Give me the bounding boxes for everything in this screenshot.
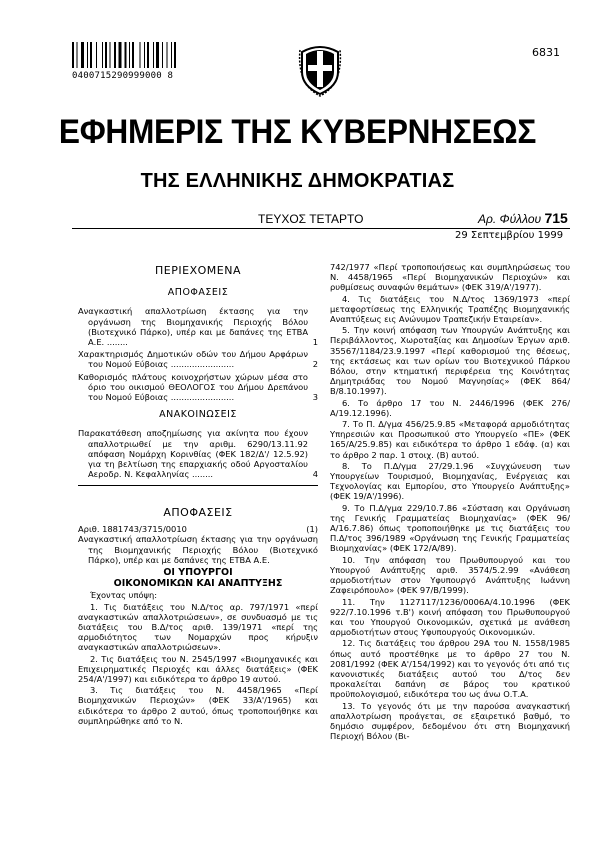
contents-rule <box>78 485 318 486</box>
decisions-section <box>78 508 318 727</box>
sheet-number <box>478 210 568 226</box>
having-in-view: Έχοντας υπόψη: <box>90 590 158 601</box>
ministers-heading-2: ΟΙΚΟΝΟΜΙΚΩΝ ΚΑΙ ΑΝΑΠΤΥΞΗΣ <box>113 578 283 590</box>
decisions-heading: ΑΠΟΦΑΣΕΙΣ <box>163 506 233 519</box>
announcements-heading: ΑΝΑΚΟΙΝΩΣΕΙΣ <box>159 409 237 421</box>
decision-ref-row <box>78 524 318 534</box>
greek-emblem-icon <box>298 40 342 98</box>
contents-item: Καθορισμός πλάτους κοινοχρήστων χώρων μέσα στο όριο του οικισμού ΘΕΟΛΟΓΟΣ του Δήμου Δρεπάνου του Νομού Εύβοιας ........................ 3 <box>78 371 318 403</box>
contents-item: Αναγκαστική απαλλοτρίωση έκτασης για την οργάνωση της Βιομηχανικής Περιοχής Βόλου (Βιοτεχνικό Πάρκο), υπέρ και με δαπάνες της ΕΤΒΑ Α.Ε. ........ 1 <box>78 306 318 348</box>
sheet-value: 715 <box>544 210 568 226</box>
ministers-heading: ΟΙ ΥΠΟΥΡΓΟΙ <box>163 567 233 579</box>
contents-list <box>78 306 318 402</box>
issue-date: 29 Σεπτεμβρίου 1999 <box>455 230 564 241</box>
header-rule <box>72 228 570 229</box>
right-column <box>330 262 570 742</box>
paragraph: 742/1977 «Περί τροποποιήσεως και συμπληρώσεως του Ν. 4458/1965 «Περί Βιομηχανικών Περιοχών» και ρυθμίσεως συναφών θεμάτων» (ΦΕΚ 319/Α'/1977). <box>330 262 570 293</box>
paragraph: 3. Τις διατάξεις του Ν. 4458/1965 «Περί Βιομηχανικών Περιοχών» (ΦΕΚ 33/Α'/1965) και ειδικότερα το άρθρο 2 αυτού, όπως τροποποιήθηκε και συμπληρώθηκε από το Ν. <box>78 685 318 726</box>
announcement-item: Παρακατάθεση αποζημίωσης για ακίνητα που έχουν απαλλοτριωθεί με την αριθμ. 6290/13.11.92 απόφαση Νομάρχη Κορινθίας (ΦΕΚ 182/Δ'/ 12.5.92) για τη βελτίωση της επαρχιακής οδού Αργοσταλίου Αεροδρ. Ν. Κεφαλληνίας ........ 4 <box>78 428 318 480</box>
decision-num: (1) <box>306 524 318 535</box>
gazette-title: ΕΦΗΜΕΡΙΣ ΤΗΣ ΚΥΒΕΡΝΗΣΕΩΣ <box>58 113 537 151</box>
paragraph: 8. Το Π.Δ/γμα 27/29.1.96 «Συγχώνευση των Υπουργείων Τουρισμού, Βιομηχανίας, Ενέργειας και Τεχνολογίας και Εμπορίου, στο Υπουργείο Ανάπτυξης» (ΦΕΚ 19/Α'/1996). <box>330 460 570 502</box>
contents-item: Χαρακτηρισμός Δημοτικών οδών του Δήμου Αρφάρων του Νομού Εύβοιας ........................ 2 <box>78 349 318 370</box>
decision-title: Αναγκαστική απαλλοτρίωση έκτασης για την οργάνωση της Βιομηχανικής Περιοχής Βόλου (Βιοτεχνικό Πάρκο), υπέρ και με δαπάνες της ΕΤΒΑ Α.Ε. <box>78 534 318 565</box>
paragraph: 12. Τις διατάξεις του άρθρου 29Α του Ν. 1558/1985 όπως αυτό προστέθηκε με το άρθρο 27 του Ν. 2081/1992 (ΦΕΚ Α'/154/1992) και το γεγονός ότι από τις κανονιστικές διατάξεις αυτού του Δ/τος δεν προκαλείται δαπάνη σε βάρος του κρατικού προϋπολογισμού, ειδικότερα του ως άνω Ο.Τ.Α. <box>330 638 570 700</box>
contents-section <box>78 266 318 479</box>
paragraph: 6. Το άρθρο 17 του Ν. 2446/1996 (ΦΕΚ 276/Α/19.12.1996). <box>330 397 570 418</box>
decision-ref: Αριθ. 1881743/3715/0010 <box>78 524 187 535</box>
barcode <box>72 42 210 74</box>
paragraph: 10. Την απόφαση του Πρωθυπουργού και του Υπουργού Ανάπτυξης αριθ. 3574/5.2.99 «Ανάθεση αρμοδιοτήτων στον Υφυπουργό Ανάπτυξης Ιωάννη Ζαφειρόπουλο» (ΦΕΚ 97/Β/1999). <box>330 554 570 596</box>
paragraph: 1. Τις διατάξεις του Ν.Δ/τος αρ. 797/1971 «περί αναγκαστικών απαλλοτριώσεων», σε συνδυασμό με τις διατάξεις του Β.Δ/τος αριθ. 139/1971 «περί της αρμοδιότητος των Νομαρχών προς κήρυξιν αναγκαστικών απαλλοτριώσεων». <box>78 601 318 653</box>
paragraph: 7. Το Π. Δ/γμα 456/25.9.85 «Μεταφορά αρμοδιότητας Υπηρεσιών και Προσωπικού στο Υπουργείο «ΠΕ» (ΦΕΚ 165/Α/25.9.85) και ειδικότερα το άρθρο 1 εδάφ. (α) και το άρθρο 2 παρ. 1 στοιχ. (Β) αυτού. <box>330 419 570 460</box>
issue-label: ΤΕΥΧΟΣ ΤΕΤΑΡΤΟ <box>258 212 364 226</box>
page-number: 6831 <box>532 46 560 59</box>
paragraph: 4. Τις διατάξεις του Ν.Δ/τος 1369/1973 «περί μεταφορτίσεως της Ελληνικής Τραπέζης Βιομηχανικής Αναπτύξεως εις Ανώνυμον Τραπεζικήν Εταιρείαν». <box>330 293 570 325</box>
gazette-subtitle: ΤΗΣ ΕΛΛΗΝΙΚΗΣ ΔΗΜΟΚΡΑΤΙΑΣ <box>140 170 455 192</box>
paragraph: 5. Την κοινή απόφαση των Υπουργών Ανάπτυξης και Περιβάλλοντος, Χωροταξίας και Δημοσίων Έργων αριθ. 35567/1184/23.9.1997 «Περί καθορισμού της θέσεως, της εκτάσεως και των ορίων του Βιοτεχνικού Πάρκου Βόλου, στην κτηματική περιφέρεια της Κοινότητας Δημητριάδας του Νομού Μαγνησίας» (ΦΕΚ 864/Β/8.10.1997). <box>330 325 570 397</box>
paragraph: 2. Τις διατάξεις του Ν. 2545/1997 «Βιομηχανικές και Επιχειρηματικές Περιοχές και άλλες διατάξεις» (ΦΕΚ 254/Α'/1997) και ειδικότερα το άρθρο 19 αυτού. <box>78 653 318 685</box>
barcode-number: 0400715290999000 8 <box>72 71 174 81</box>
paragraph: 13. Το γεγονός ότι με την παρούσα αναγκαστική απαλλοτρίωση προάγεται, σε εξαιρετικό βαθμό, το δημόσιο συμφέρον, δεδομένου ότι στη Βιομηχανική Περιοχή Βόλου (Βι- <box>330 700 570 742</box>
contents-heading: ΠΕΡΙΕΧΟΜΕΝΑ <box>155 264 241 277</box>
paragraph: 11. Την 1127117/1236/0006Α/4.10.1996 (ΦΕΚ 922/7.10.1996 τ.Β') κοινή απόφαση του Πρωθυπουργού και του Υπουργού Οικονομικών, σχετικά με ανάθεση αρμοδιοτήτων στους Υφυπουργούς Οικονομικών. <box>330 596 570 638</box>
contents-decisions-heading: ΑΠΟΦΑΣΕΙΣ <box>167 287 229 299</box>
sheet-label: Αρ. Φύλλου <box>478 212 542 226</box>
paragraph: 9. Το Π.Δ/γμα 229/10.7.86 «Σύσταση και Οργάνωση της Γενικής Γραμματείας Βιομηχανίας» (ΦΕΚ 96/Α/16.7.86) όπως τροποποιήθηκε με τις διατάξεις του Π.Δ/τος 396/1989 «Οργάνωση της Γενικής Γραμματείας Βιομηχανίας» (ΦΕΚ 172/Α/89). <box>330 502 570 554</box>
